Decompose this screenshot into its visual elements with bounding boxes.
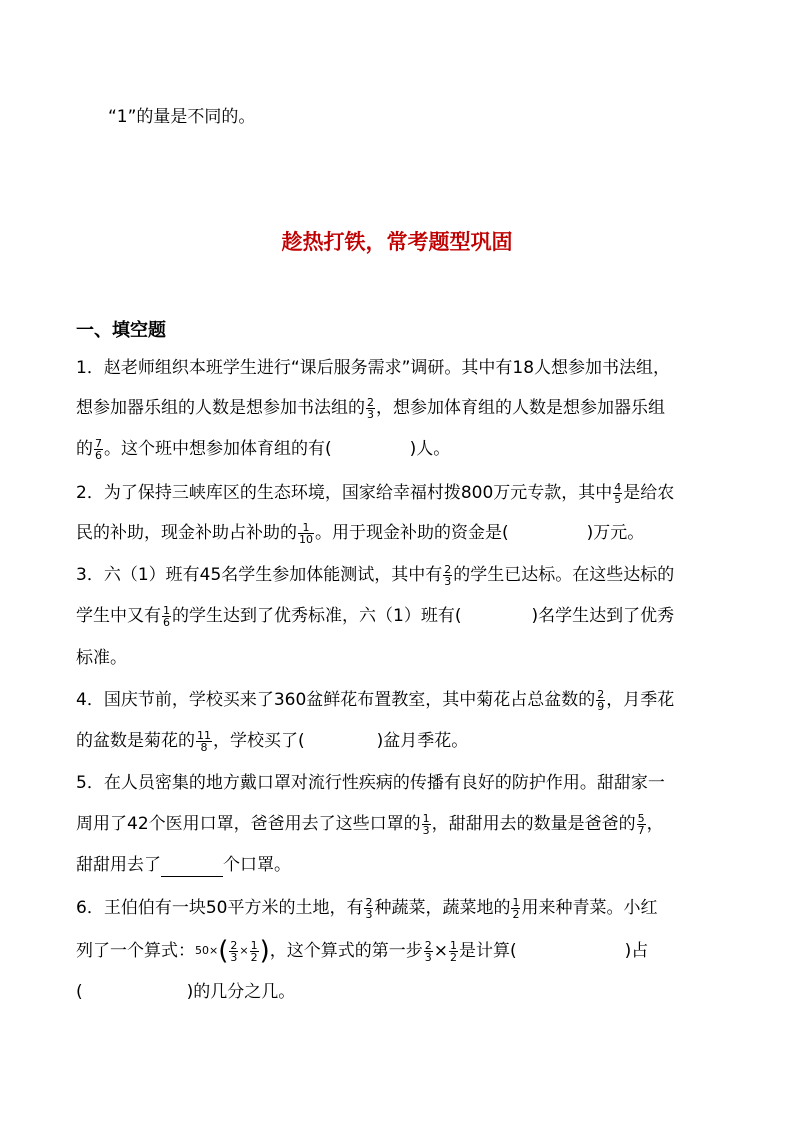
fraction: $\frac{7}{6}$ — [95, 436, 102, 462]
fraction: $\frac{1}{2}$ — [450, 938, 457, 964]
q6-line3: ( )的几分之几。 — [76, 982, 296, 1002]
q6-line1: 6．王伯伯有一块50平方米的土地，有 $\frac{2}{3}$ 种蔬菜，蔬菜地的 $\frac{1}{2}$ 用来种青菜。小红 — [76, 895, 658, 921]
fraction: $\frac{1}{2}$ — [512, 895, 520, 921]
q5-line3: 甜甜用去了 个口罩。 — [76, 855, 291, 875]
fraction: $\frac{1}{6}$ — [163, 603, 170, 629]
fraction: $\frac{2}{9}$ — [597, 687, 605, 713]
q5-line1: 5．在人员密集的地方戴口罩对流行性疾病的传播有良好的防护作用。甜甜家一 — [76, 773, 665, 793]
q3-line1: 3．六（1）班有45名学生参加体能测试，其中有 $\frac{2}{3}$ 的学生已达标。在这些达标的 — [76, 562, 675, 588]
fraction: $\frac{1}{10}$ — [299, 520, 313, 546]
fraction: $\frac{4}{5}$ — [614, 480, 622, 506]
q2-line1: 2．为了保持三峡库区的生态环境，国家给幸福村拨800万元专款，其中 $\frac{4}{5}$ 是给农 — [76, 480, 675, 506]
q1-line3: 的 $\frac{7}{6}$ 。这个班中想参加体育组的有( )人。 — [76, 436, 451, 462]
section-heading: 一、填空题 — [76, 320, 166, 341]
fraction: $\frac{2}{3}$ — [424, 938, 432, 964]
q1-line2: 想参加器乐组的人数是想参加书法组的 $\frac{2}{3}$ ，想参加体育组的人数是想参加器乐组 — [76, 395, 665, 421]
answer-underline[interactable] — [161, 860, 223, 877]
q1-line1: 1．赵老师组织本班学生进行“课后服务需求”调研。其中有18人想参加书法组， — [76, 358, 671, 378]
intro-text: “1”的量是不同的。 — [108, 107, 256, 127]
q5-line2: 周用了42个医用口罩，爸爸用去了这些口罩的 $\frac{1}{3}$ ，甜甜用去的数量是爸爸的 $\frac{5}{7}$ ， — [76, 811, 664, 837]
q3-line2: 学生中又有 $\frac{1}{6}$ 的学生达到了优秀标准，六（1）班有( )名学生达到了优秀 — [76, 603, 675, 629]
q2-line2: 民的补助，现金补助占补助的 $\frac{1}{10}$ 。用于现金补助的资金是( )万元。 — [76, 520, 645, 546]
math-expression: 50×( $\frac{2}{3}$ × $\frac{1}{2}$ ) — [195, 936, 270, 966]
q3-line3: 标准。 — [76, 648, 127, 668]
fraction: $\frac{5}{7}$ — [637, 811, 645, 837]
fraction: $\frac{1}{3}$ — [422, 811, 430, 837]
q6-line2: 列了一个算式：50×( $\frac{2}{3}$ × $\frac{1}{2}$ )，这个算式的第一步 $\frac{2}{3}$ × $\frac{1}{2}$ 是计算( )占 — [76, 936, 649, 966]
q4-line2: 的盆数是菊花的 $\frac{11}{8}$ ，学校买了( )盆月季花。 — [76, 728, 469, 754]
fraction: $\frac{11}{8}$ — [197, 728, 211, 754]
q4-line1: 4．国庆节前，学校买来了360盆鲜花布置教室，其中菊花占总盆数的 $\frac{2}{9}$ ，月季花 — [76, 687, 675, 713]
fraction: $\frac{2}{3}$ — [367, 395, 374, 421]
fraction: $\frac{2}{3}$ — [444, 562, 452, 588]
fraction: $\frac{2}{3}$ — [365, 895, 373, 921]
page-title: 趁热打铁，常考题型巩固 — [281, 230, 513, 254]
